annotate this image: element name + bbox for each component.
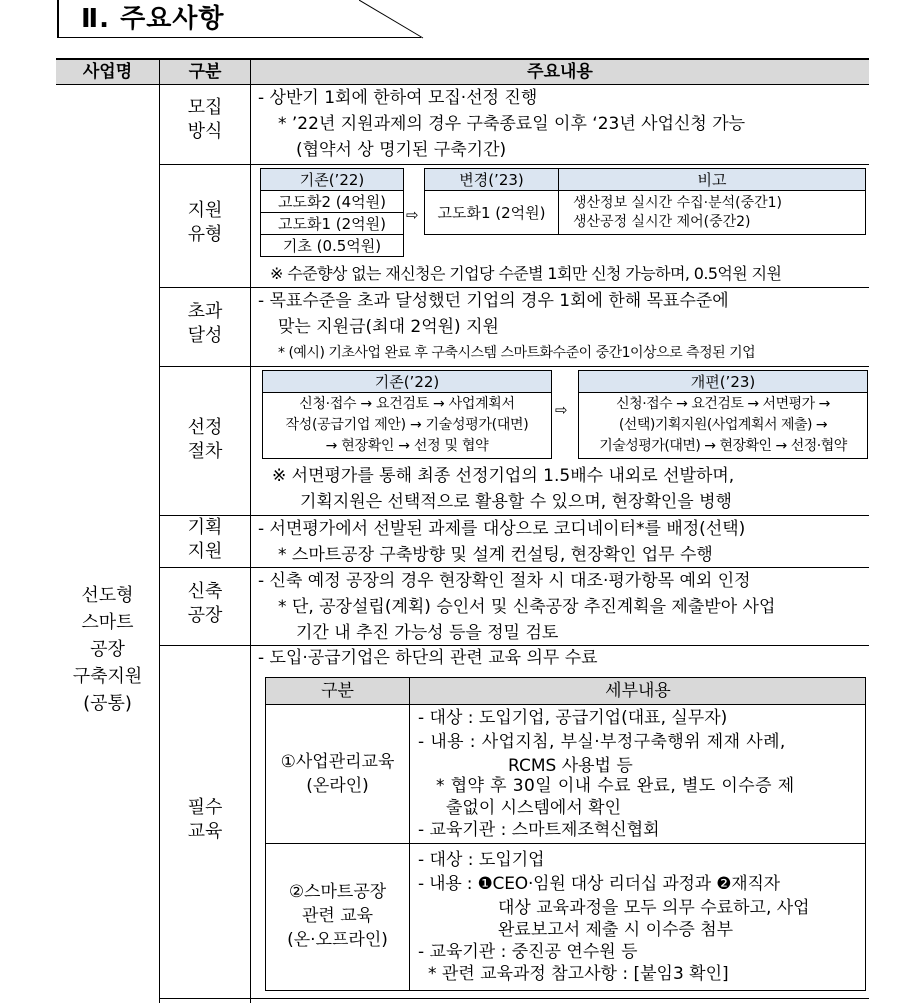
category-recruit: 모집 방식 bbox=[187, 97, 223, 142]
select-before-head: 기존(’22) bbox=[263, 371, 552, 393]
support-before-item: 고도화2 (4억원) bbox=[261, 191, 404, 213]
exceed-line-3: * (예시) 기초사업 완료 후 구축시스템 스마트화수준이 중간1이상으로 측정된 기업 bbox=[278, 345, 756, 361]
edu-course-1-line: RCMS 사용법 등 bbox=[508, 756, 633, 776]
edu-course-2-line: - 대상 : 도입기업 bbox=[418, 850, 545, 870]
edu-course-2-name: ②스마트공장 관련 교육 (온·오프라인) bbox=[287, 882, 388, 950]
edu-course-1-line: - 대상 : 도입기업, 공급기업(대표, 실무자) bbox=[418, 708, 728, 728]
support-before-table bbox=[260, 168, 404, 257]
support-after-head: 변경(’23) bbox=[425, 169, 559, 191]
exceed-line-1: - 목표수준을 초과 달성했던 기업의 경우 1회에 한해 목표수준에 bbox=[258, 291, 729, 311]
row-sep bbox=[160, 164, 869, 165]
edu-course-2-line: * 관련 교육과정 참고사항 : [붙임3 확인] bbox=[428, 964, 729, 984]
support-note-head: 비고 bbox=[559, 169, 866, 191]
select-after-head: 개편(’23) bbox=[579, 371, 868, 393]
header-category: 구분 bbox=[160, 60, 250, 84]
recruit-line-1: - 상반기 1회에 한하여 모집·선정 진행 bbox=[258, 88, 538, 108]
edu-course-2-line: 완료보고서 제출 시 이수증 첨부 bbox=[498, 920, 734, 940]
newbuild-line-3: 기간 내 추진 가능성 등을 정밀 검토 bbox=[296, 623, 559, 643]
category-support: 지원 유형 bbox=[187, 200, 223, 245]
exceed-line-2: 맞는 지원금(최대 2억원) 지원 bbox=[278, 317, 499, 337]
select-after-table bbox=[578, 370, 868, 459]
edu-col-detail: 세부내용 bbox=[605, 681, 671, 701]
arrow-icon: ⇨ bbox=[406, 206, 419, 224]
select-before-step: 신청·접수 → 요건검토 → 사업계획서 bbox=[299, 396, 515, 412]
row-sep bbox=[160, 287, 869, 288]
plan-line-1: - 서면평가에서 선발된 과제를 대상으로 코디네이터*를 배정(선택) bbox=[258, 519, 746, 539]
category-edu: 필수 교육 bbox=[187, 797, 223, 842]
select-remark-2: 기획지원은 선택적으로 활용할 수 있으며, 현장확인을 병행 bbox=[300, 492, 732, 512]
select-after-step: (선택)기획지원(사업계획서 제출) → bbox=[618, 417, 828, 433]
header-content: 주요내용 bbox=[251, 60, 869, 84]
edu-course-1-line: - 교육기관 : 스마트제조혁신협회 bbox=[418, 820, 660, 840]
edu-course-2-line: - 교육기관 : 중진공 연수원 등 bbox=[418, 942, 638, 962]
header-business-name: 사업명 bbox=[56, 60, 159, 84]
edu-course-1-line: - 내용 : 사업지침, 부실·부정구축행위 제재 사례, bbox=[418, 732, 786, 752]
newbuild-line-1: - 신축 예정 공장의 경우 현장확인 절차 시 대조·평가항목 예외 인정 bbox=[258, 571, 751, 591]
select-after-step: 신청·접수 → 요건검토 → 서면평가 → bbox=[616, 396, 830, 412]
header-bottom-border bbox=[56, 84, 869, 85]
row-sep bbox=[160, 567, 869, 568]
section-heading bbox=[57, 0, 421, 38]
select-after-step: 기술성평가(대면) → 현장확인 → 선정·협약 bbox=[599, 438, 847, 454]
select-before-step: → 현장확인 → 선정 및 협약 bbox=[325, 438, 489, 454]
business-name: 선도형 스마트 공장 구축지원 (공통) bbox=[72, 585, 143, 714]
heading-diagonal-icon bbox=[359, 0, 429, 40]
support-before-head: 기존(’22) bbox=[261, 169, 404, 191]
support-after-item: 고도화1 (2억원) bbox=[425, 191, 559, 235]
edu-course-1-line: 출없이 시스템에서 확인 bbox=[446, 798, 622, 818]
edu-course-2-line: 대상 교육과정을 모두 의무 수료하고, 사업 bbox=[498, 898, 810, 918]
select-remark-1: ※ 서면평가를 통해 최종 선정기업의 1.5배수 내외로 선발하며, bbox=[272, 466, 735, 486]
category-newbuild: 신축 공장 bbox=[187, 581, 223, 626]
category-plan: 기획 지원 bbox=[187, 517, 223, 562]
edu-intro: - 도입·공급기업은 하단의 관련 교육 의무 수료 bbox=[258, 648, 598, 668]
edu-course-1-line: * 협약 후 30일 이내 수료 완료, 별도 이수증 제 bbox=[436, 776, 795, 796]
support-after-table bbox=[424, 168, 866, 235]
recruit-line-2: * ’22년 지원과제의 경우 구축종료일 이후 ‘23년 사업신청 가능 bbox=[278, 114, 746, 134]
support-before-item: 고도화1 (2억원) bbox=[261, 213, 404, 235]
row-sep bbox=[160, 998, 869, 999]
col-divider-2 bbox=[250, 58, 251, 1003]
arrow-icon: ⇨ bbox=[555, 401, 568, 419]
recruit-line-3: (협약서 상 명기된 구축기간) bbox=[296, 140, 507, 160]
category-select: 선정 절차 bbox=[187, 417, 223, 462]
plan-line-2: * 스마트공장 구축방향 및 설계 컨설팅, 현장확인 업무 수행 bbox=[278, 545, 713, 565]
edu-course-2-line: - 내용 : ❶CEO·임원 대상 리더십 과정과 ❷재직자 bbox=[418, 874, 780, 894]
support-note: 생산공정 실시간 제어(중간2) bbox=[573, 213, 751, 230]
support-before-item: 기초 (0.5억원) bbox=[261, 235, 404, 257]
edu-col-category: 구분 bbox=[321, 681, 354, 701]
row-sep bbox=[160, 515, 869, 516]
select-before-table bbox=[262, 370, 552, 459]
section-title: 주요사항 bbox=[120, 4, 225, 34]
newbuild-line-2: * 단, 공장설립(계획) 승인서 및 신축공장 추진계획을 제출받아 사업 bbox=[278, 597, 776, 617]
category-exceed: 초과 달성 bbox=[187, 301, 223, 346]
support-remark: ※ 수준향상 없는 재신청은 기업당 수준별 1회만 신청 가능하며, 0.5억원 지원 bbox=[270, 264, 782, 283]
section-number: Ⅱ. bbox=[81, 4, 111, 34]
support-note: 생산정보 실시간 수집·분석(중간1) bbox=[573, 194, 782, 211]
row-sep bbox=[160, 366, 869, 367]
select-before-step: 작성(공급기업 제안) → 기술성평가(대면) bbox=[285, 417, 529, 433]
edu-course-1-name: ①사업관리교육 (온라인) bbox=[280, 752, 395, 796]
